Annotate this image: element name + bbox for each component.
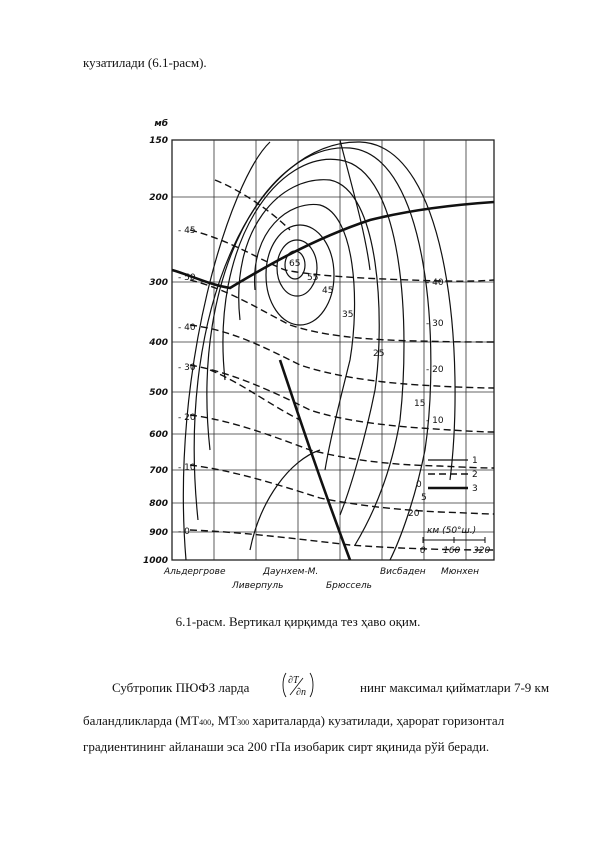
w-20: 20 xyxy=(408,509,420,519)
figure-frame xyxy=(172,140,494,560)
temp-right-labels xyxy=(426,278,444,426)
line2-part-b: , МТ xyxy=(211,713,238,728)
p-800: 800 xyxy=(149,499,168,509)
w-65: 65 xyxy=(289,259,301,269)
scale-160: 160 xyxy=(443,546,461,556)
t-right-3: - 10 xyxy=(426,416,444,426)
w-15: 15 xyxy=(414,399,426,409)
station-wiesbaden: Висбаден xyxy=(380,567,426,577)
w-25: 25 xyxy=(373,349,385,359)
t-right-2: - 20 xyxy=(426,365,444,375)
p-600: 600 xyxy=(149,430,168,440)
t-right-1: - 30 xyxy=(426,319,444,329)
p-200: 200 xyxy=(149,193,168,203)
station-aldergrove: Альдергрове xyxy=(164,567,226,577)
station-labels xyxy=(163,567,479,591)
frontal-boundaries xyxy=(172,202,494,560)
paragraph-line-3: градиентининг айланаши эса 200 гПа изобарик сирт яқинида рўй беради. xyxy=(83,739,490,754)
paragraph-line-2 xyxy=(83,713,504,729)
w-5: 5 xyxy=(421,493,427,503)
subscript-300: 300 xyxy=(237,718,250,727)
t-right-0: - 40 xyxy=(426,278,444,288)
formula-numerator: ∂T xyxy=(288,675,299,686)
wind-labels xyxy=(289,259,427,519)
p-1000: 1000 xyxy=(142,556,168,566)
station-munich: Мюнхен xyxy=(441,567,479,577)
legend xyxy=(428,456,478,494)
scale-title: км (50°ш.) xyxy=(427,526,477,536)
subscript-400: 400 xyxy=(199,718,212,727)
p-300: 300 xyxy=(149,278,168,288)
paragraph-line-1-start: Субтропик ПЮФЗ ларда xyxy=(112,680,250,695)
p-500: 500 xyxy=(149,388,168,398)
legend-2: 2 xyxy=(472,470,478,480)
station-grid xyxy=(214,140,466,560)
scale-320: 320 xyxy=(473,546,491,556)
pressure-labels xyxy=(143,118,168,566)
p-900: 900 xyxy=(149,528,168,538)
scale-bar xyxy=(420,526,490,556)
w-35: 35 xyxy=(342,310,354,320)
y-axis-unit: мб xyxy=(154,119,168,129)
pressure-grid xyxy=(172,197,494,532)
p-400: 400 xyxy=(149,338,168,348)
w-45: 45 xyxy=(322,286,334,296)
line2-part-a: баландликларда (МТ xyxy=(83,713,200,728)
intro-text: кузатилади (6.1-расм). xyxy=(83,55,207,70)
jet-stream-cross-section xyxy=(142,119,500,600)
t-left-0: - 45 xyxy=(178,226,196,236)
temp-left-labels xyxy=(178,226,196,537)
t-left-2: - 40 xyxy=(178,323,196,333)
legend-1: 1 xyxy=(472,456,478,466)
t-left-4: - 20 xyxy=(178,413,196,423)
t-left-6: - 0 xyxy=(178,527,190,537)
p-150: 150 xyxy=(149,136,168,146)
station-liverpool: Ливерпуль xyxy=(232,581,284,591)
w-0: 0 xyxy=(416,480,422,490)
legend-3: 3 xyxy=(472,484,478,494)
station-brussels: Брюссель xyxy=(326,581,372,591)
line2-part-c: хариталарда) кузатилади, ҳарорат горизонтал xyxy=(249,713,505,728)
station-downham: Даунхем-М. xyxy=(263,567,319,577)
t-left-3: - 30 xyxy=(178,363,196,373)
w-55: 55 xyxy=(307,273,319,283)
t-left-1: - 50 xyxy=(178,273,196,283)
scale-0: 0 xyxy=(420,546,426,556)
paragraph-line-1-end: нинг максимал қийматлари 7-9 км xyxy=(360,680,550,695)
gradient-formula xyxy=(281,670,315,700)
p-700: 700 xyxy=(149,466,168,476)
t-left-5: - 10 xyxy=(178,463,196,473)
figure-caption: 6.1-расм. Вертикал қирқимда тез ҳаво оқим. xyxy=(175,614,421,629)
isotherms xyxy=(190,180,494,550)
isotachs xyxy=(183,140,455,560)
formula-denominator: ∂n xyxy=(296,687,306,698)
